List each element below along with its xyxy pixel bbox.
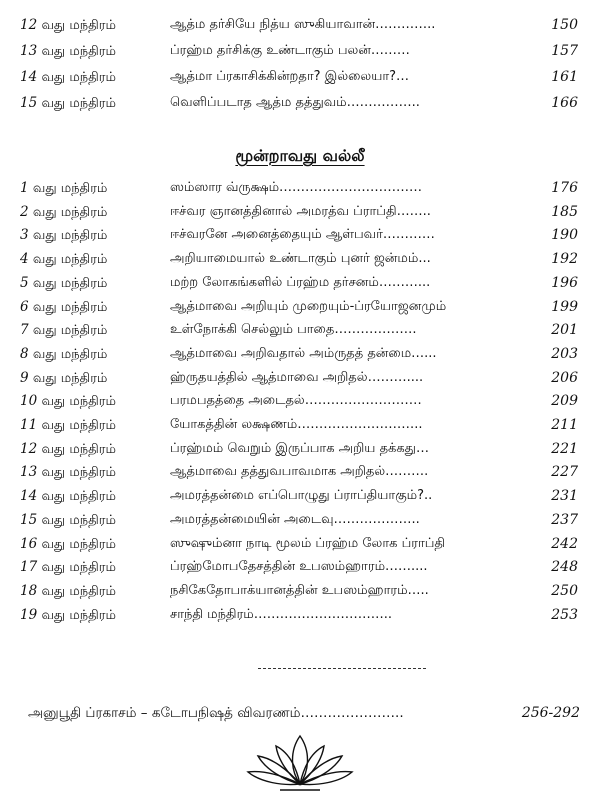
mantra-index: 16: [20, 535, 38, 552]
entry-title: ஆத்மாவை அறிவதால் அம்ருதத் தன்மை…...: [170, 345, 437, 361]
mantra-number: [20, 224, 170, 247]
toc-row: [0, 66, 600, 88]
toc-row: [0, 485, 600, 507]
mantra-label: வது மந்திரம்: [32, 252, 108, 268]
mantra-number: [20, 248, 170, 271]
mantra-label: வது மந்திரம்: [32, 299, 108, 315]
mantra-index: 2: [20, 203, 29, 220]
entry-title: ஸுஷும்னா நாடி மூலம் ப்ரஹ்ம லோக ப்ராப்தி: [170, 535, 446, 551]
toc-row: [0, 461, 600, 483]
page-number: 166: [551, 95, 578, 111]
page-number: 201: [551, 322, 578, 339]
mantra-number: [20, 461, 170, 484]
mantra-label: வது மந்திரம்: [41, 607, 116, 623]
mantra-label: வது மந்திரம்: [32, 228, 108, 244]
toc-row: [0, 390, 600, 412]
toc-row: [0, 201, 600, 223]
mantra-label: வது மந்திரம்: [41, 441, 116, 457]
entry-title: நசிகேதோபாக்யானத்தின் உபஸம்ஹாரம்…..: [170, 582, 429, 598]
toc-row: [0, 319, 600, 341]
page-number: 192: [551, 251, 578, 268]
mantra-number: [20, 296, 170, 319]
entry-title: ப்ரஹ்மம் வெறும் இருப்பாக அறிய தக்கது…: [170, 440, 429, 456]
mantra-label: வது மந்திரம்: [41, 583, 116, 599]
mantra-number: [20, 177, 170, 200]
mantra-number: [20, 414, 170, 437]
mantra-number: [20, 556, 170, 579]
mantra-label: வது மந்திரம்: [41, 394, 116, 410]
entry-title: ஆத்மாவை அறியும் முறையும்-ப்ரயோஜனமும்: [170, 298, 447, 314]
page-number: 248: [551, 559, 578, 576]
page-number: 221: [551, 440, 578, 457]
page-number: 206: [551, 369, 578, 386]
toc-row: [0, 272, 600, 294]
mantra-label: வது மந்திரம்: [41, 418, 116, 433]
entry-title: ஆத்ம தர்சியே நித்ய ஸுகியாவான்…………..: [170, 17, 436, 32]
page-number: 157: [551, 43, 578, 59]
mantra-number: [20, 201, 170, 224]
page-number: 253: [551, 606, 578, 623]
toc-row: [0, 177, 600, 199]
mantra-label: வது மந்திரம்: [32, 181, 108, 196]
mantra-label: வது மந்திரம்: [41, 70, 116, 85]
mantra-index: 12: [20, 440, 38, 457]
mantra-number: [20, 272, 170, 295]
toc-row: [0, 92, 600, 114]
toc-row: [0, 14, 600, 36]
mantra-number: [20, 40, 170, 63]
mantra-label: வது மந்திரம்: [32, 323, 108, 339]
mantra-index: 11: [20, 417, 38, 433]
mantra-number: [20, 580, 170, 603]
entry-title: பரமபதத்தை அடைதல்………………………: [170, 393, 422, 409]
page-number: 203: [551, 345, 578, 362]
page-number: 150: [551, 17, 578, 33]
mantra-label: வது மந்திரம்: [41, 489, 116, 505]
lotus-icon: [240, 730, 360, 792]
mantra-number: [20, 319, 170, 342]
mantra-number: [20, 438, 170, 461]
page-number: 250: [551, 582, 578, 599]
mantra-index: 9: [20, 369, 29, 386]
entry-title: அமரத்தன்மை எப்பொழுது ப்ராப்தியாகும்?..: [170, 488, 433, 504]
mantra-label: வது மந்திரம்: [41, 536, 116, 552]
mantra-number: [20, 604, 170, 627]
entry-title: ஆத்மாவை தத்துவபாவமாக அறிதல்……….: [170, 464, 429, 480]
mantra-index: 15: [20, 95, 38, 111]
toc-row: [0, 604, 600, 626]
page-number: 242: [551, 535, 578, 552]
mantra-index: 13: [20, 464, 38, 481]
page-number: 185: [551, 203, 578, 220]
mantra-number: [20, 485, 170, 508]
mantra-index: 10: [20, 393, 38, 410]
entry-title: மற்ற லோகங்களில் ப்ரஹ்ம தர்சனம்………...: [170, 274, 431, 290]
footer-page-range: 256-292: [521, 705, 580, 721]
mantra-label: வது மந்திரம்: [32, 370, 108, 386]
page-number: 237: [551, 511, 578, 528]
page-number: 231: [551, 488, 578, 505]
toc-row: [0, 414, 600, 436]
entry-title: ஆத்மா ப்ரகாசிக்கின்றதா? இல்லையா?…: [170, 69, 410, 84]
entry-title: அறியாமையால் உண்டாகும் புனர் ஜன்மம்...: [170, 251, 431, 267]
entry-title: ப்ரஹ்மோபதேசத்தின் உபஸம்ஹாரம்……....: [170, 559, 428, 575]
footer-title: அனுபூதி ப்ரகாசம் – கடோபநிஷத் விவரணம்…………………..: [28, 705, 404, 721]
mantra-index: 3: [20, 227, 29, 244]
mantra-label: வது மந்திரம்: [32, 204, 108, 220]
mantra-index: 6: [20, 298, 29, 315]
mantra-index: 19: [20, 606, 38, 623]
mantra-index: 14: [20, 488, 38, 505]
entry-title: வெளிப்படாத ஆத்ம தத்துவம்……………..: [170, 95, 420, 110]
toc-row: [0, 367, 600, 389]
toc-row: [0, 556, 600, 578]
entry-title: ஸம்ஸார வ்ருக்ஷம்……………………………: [170, 180, 423, 195]
entry-title: யோகத்தின் லக்ஷணம்………………………..: [170, 417, 423, 432]
mantra-index: 13: [20, 43, 38, 59]
entry-title: ப்ரஹ்ம தர்சிக்கு உண்டாகும் பலன்………: [170, 43, 410, 58]
toc-row: [0, 40, 600, 62]
mantra-number: [20, 533, 170, 556]
toc-row: [0, 438, 600, 460]
mantra-label: வது மந்திரம்: [41, 44, 116, 59]
footer-entry: [28, 702, 580, 724]
section-heading-text: மூன்றாவது வல்லீ: [235, 146, 365, 165]
toc-row: [0, 248, 600, 270]
page-number: 190: [551, 227, 578, 244]
page-number: 227: [551, 464, 578, 481]
page-number: 176: [551, 180, 578, 196]
entry-title: அமரத்தன்மையின் அடைவு………………..: [170, 511, 420, 527]
toc-row: [0, 533, 600, 555]
mantra-index: 8: [20, 345, 29, 362]
mantra-label: வது மந்திரம்: [41, 18, 116, 33]
section-heading: [0, 146, 600, 167]
mantra-label: வது மந்திரம்: [41, 96, 116, 111]
mantra-label: வது மந்திரம்: [32, 275, 108, 291]
mantra-index: 5: [20, 274, 29, 291]
mantra-label: வது மந்திரம்: [41, 512, 116, 528]
mantra-number: [20, 390, 170, 413]
mantra-number: [20, 14, 170, 37]
mantra-index: 1: [20, 180, 29, 196]
mantra-label: வது மந்திரம்: [32, 346, 108, 362]
mantra-number: [20, 343, 170, 366]
mantra-number: [20, 509, 170, 532]
mantra-label: வது மந்திரம்: [41, 465, 116, 481]
mantra-index: 17: [20, 559, 38, 576]
entry-title: ஈச்வரனே அனைத்தையும் ஆள்பவர்…………: [170, 227, 435, 243]
entry-title: சாந்தி மந்திரம்…………………………..: [170, 606, 393, 622]
page-number: 196: [551, 274, 578, 291]
mantra-index: 15: [20, 511, 38, 528]
toc-row: [0, 343, 600, 365]
page-number: 209: [551, 393, 578, 410]
mantra-label: வது மந்திரம்: [41, 560, 116, 576]
mantra-number: [20, 66, 170, 89]
entry-title: ஈச்வர ஞானத்தினால் அமரத்வ ப்ராப்தி……..: [170, 203, 431, 219]
entry-title: உள்நோக்கி செல்லும் பாதை……………….: [170, 322, 417, 338]
page-number: 199: [551, 298, 578, 315]
page-number: 211: [551, 417, 578, 433]
dashed-divider: [258, 668, 426, 669]
mantra-number: [20, 92, 170, 115]
page-number: 161: [551, 69, 578, 85]
toc-row: [0, 509, 600, 531]
toc-row: [0, 296, 600, 318]
toc-row: [0, 580, 600, 602]
mantra-number: [20, 367, 170, 390]
mantra-index: 4: [20, 251, 29, 268]
entry-title: ஹ்ருதயத்தில் ஆத்மாவை அறிதல்………....: [170, 369, 424, 385]
mantra-index: 18: [20, 582, 38, 599]
toc-row: [0, 224, 600, 246]
mantra-index: 12: [20, 17, 38, 33]
mantra-index: 14: [20, 69, 38, 85]
mantra-index: 7: [20, 322, 29, 339]
